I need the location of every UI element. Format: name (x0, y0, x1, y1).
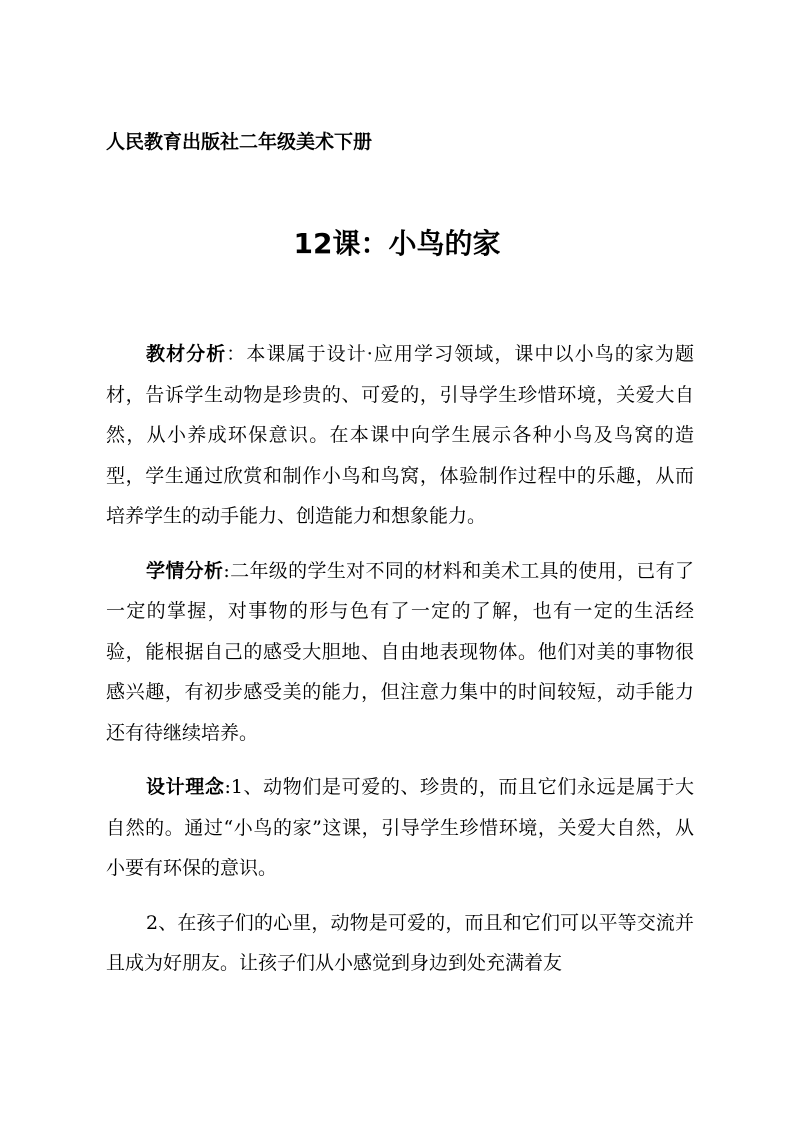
document-body (106, 334, 694, 998)
paragraph-label: 教材分析 (146, 343, 227, 365)
lesson-title: 12课：小鸟的家 (293, 227, 501, 260)
paragraph-label: 设计理念 (146, 776, 225, 798)
paragraph-student-analysis (106, 551, 694, 754)
paragraph-text: :二年级的学生对不同的材料和美术工具的使用，已有了一定的掌握，对事物的形与色有了一定的了解，也有一定的生活经验，能根据自己的感受大胆地、自由地表现物体。他们对美的事物很感兴趣，有初步感受美的能力，但注意力集中的时间较短，动手能力还有待继续培养。 (106, 559, 694, 744)
paragraph-text: ：本课属于设计·应用学习领域，课中以小鸟的家为题材，告诉学生动物是珍贵的、可爱的，引导学生珍惜环境，关爱大自然，从小养成环保意识。在本课中向学生展示各种小鸟及鸟窝的造型，学生通过欣赏和制作小鸟和鸟窝，体验制作过程中的乐趣，从而培养学生的动手能力、创造能力和想象能力。 (106, 343, 694, 527)
paragraph-text: 2、在孩子们的心里，动物是可爱的，而且和它们可以平等交流并且成为好朋友。让孩子们从小感觉到身边到处充满着友 (106, 911, 694, 974)
paragraph-text: :1、动物们是可爱的、珍贵的，而且它们永远是属于大自然的。通过“小鸟的家”这课，引导学生珍惜环境，关爱大自然，从小要有环保的意识。 (106, 776, 694, 879)
book-header: 人民教育出版社二年级美术下册 (106, 131, 373, 153)
paragraph-textbook-analysis (106, 334, 694, 537)
paragraph-label: 学情分析 (146, 559, 224, 582)
paragraph-design-concept (106, 767, 694, 889)
paragraph-design-concept-2 (106, 903, 694, 984)
